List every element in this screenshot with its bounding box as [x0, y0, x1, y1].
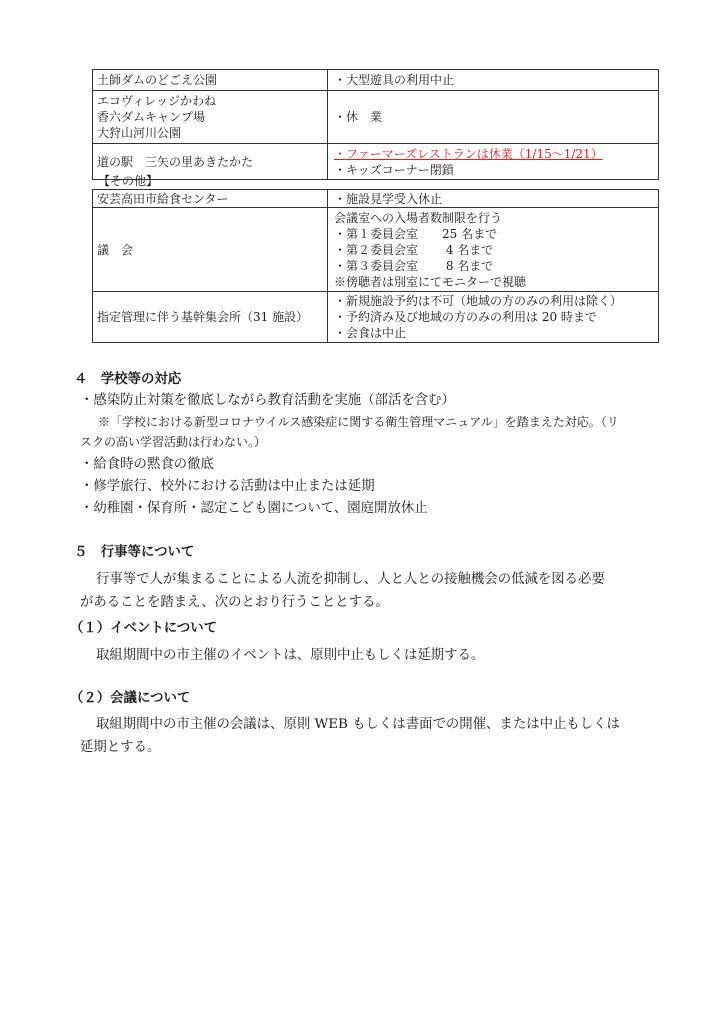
- status-cell: ・施設見学受入休止: [328, 190, 659, 208]
- list-item: ・修学旅行、校外における活動は中止または延期: [80, 479, 375, 494]
- paragraph-line: 延期とする。: [80, 740, 161, 755]
- subsection-2-heading: （２）会議について: [70, 691, 191, 706]
- note-line: スクの高い学習活動は行わない。）: [80, 435, 267, 449]
- section-4-heading: ４ 学校等の対応: [74, 372, 182, 387]
- facility-cell: 指定管理に伴う基幹集会所（31 施設）: [93, 292, 328, 343]
- status-cell: ・新規施設予約は不可（地域の方のみの利用は除く） ・予約済み及び地域の方のみの利用は 20 時まで ・会食は中止: [328, 292, 659, 343]
- paragraph-line: 行事等で人が集まることによる人流を抑制し、人と人との接触機会の低減を図る必要: [96, 572, 605, 587]
- table-row: [93, 292, 659, 343]
- other-category-label: 【その他】: [98, 174, 159, 188]
- table-row: [93, 70, 659, 91]
- facility-cell: 道の駅 三矢の里あきたかた: [93, 144, 328, 180]
- status-cell: ・ファーマーズレストランは休業（1/15〜1/21） ・キッズコーナー閉鎖: [328, 144, 659, 180]
- facility-table-2: [92, 189, 659, 343]
- facility-cell: 議 会: [93, 208, 328, 292]
- table-row: [93, 91, 659, 144]
- facility-table-1: [92, 69, 659, 180]
- table-row: [93, 144, 659, 180]
- list-item: ・幼稚園・保育所・認定こども園について、園庭開放休止: [80, 501, 428, 516]
- table-row: [93, 208, 659, 292]
- facility-cell: 安芸高田市給食センター: [93, 190, 328, 208]
- closure-notice: ・ファーマーズレストランは休業（1/15〜1/21）: [334, 146, 603, 161]
- paragraph-line: があることを踏まえ、次のとおり行うこととする。: [80, 595, 389, 610]
- paragraph-line: 取組期間中の市主催のイベントは、原則中止もしくは延期する。: [96, 648, 485, 663]
- facility-cell: 土師ダムのどごえ公園: [93, 70, 328, 91]
- facility-cell: エコヴィレッジかわね 香六ダムキャンプ場 大狩山河川公園: [93, 91, 328, 144]
- paragraph-line: 取組期間中の市主催の会議は、原則 WEB もしくは書面での開催、または中止もしくは: [96, 717, 620, 732]
- status-cell: 会議室への入場者数制限を行う ・第１委員会室 25 名まで ・第２委員会室 4 名まで ・第３委員会室 8 名まで ※傍聴者は別室にてモニターで視聴: [328, 208, 659, 292]
- note-line: ※「学校における新型コロナウイルス感染症に関する衛生管理マニュアル」を踏まえた対応。（リ: [98, 415, 619, 429]
- subsection-1-heading: （１）イベントについて: [70, 621, 218, 636]
- table-row: [93, 190, 659, 208]
- status-cell: ・大型遊具の利用中止: [328, 70, 659, 91]
- list-item: ・感染防止対策を徹底しながら教育活動を実施（部活を含む）: [80, 393, 455, 408]
- list-item: ・給食時の黙食の徹底: [80, 457, 214, 472]
- section-5-heading: ５ 行事等について: [74, 545, 195, 560]
- status-cell: ・休 業: [328, 91, 659, 144]
